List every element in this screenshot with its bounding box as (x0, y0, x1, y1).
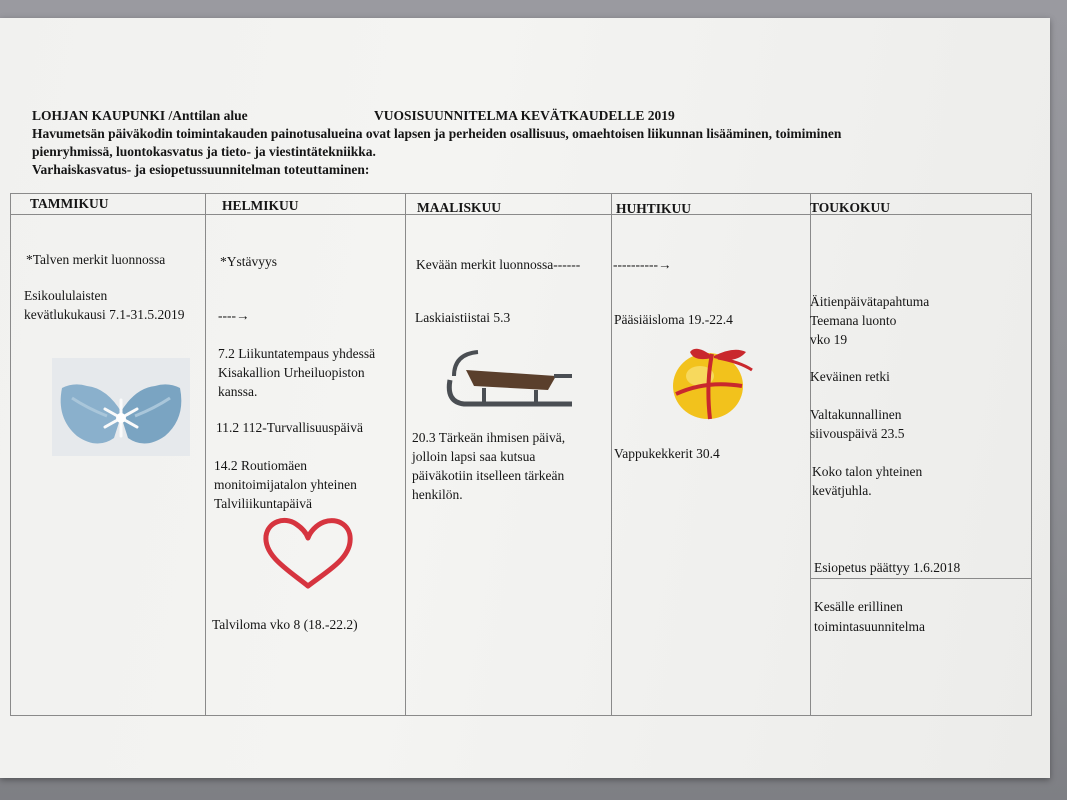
toukokuu-item-6b: toimintasuunnitelma (814, 619, 925, 634)
table-top-border (10, 193, 1032, 194)
helmikuu-item-4c: Talviliikuntapäivä (214, 496, 313, 511)
toukokuu-item-3a: Valtakunnallinen (810, 407, 902, 422)
column-border-2 (405, 193, 406, 715)
table-bottom-border (10, 715, 1032, 716)
header-maaliskuu: MAALISKUU (417, 200, 502, 215)
toukokuu-item-1c: vko 19 (810, 332, 848, 347)
maaliskuu-item-1: Kevään merkit luonnossa------ (416, 257, 581, 272)
helmikuu-item-4a: 14.2 Routiomäen (214, 458, 307, 473)
toukokuu-item-1a: Äitienpäivätapahtuma (810, 294, 930, 309)
helmikuu-item-5: Talviloma vko 8 (18.-22.2) (212, 617, 358, 632)
intro-line-2: pienryhmissä, luontokasvatus ja tieto- ja viestintätekniikka. (32, 144, 376, 159)
tammikuu-item-2a: Esikoululaisten (24, 288, 108, 303)
header-tammikuu: TAMMIKUU (30, 196, 109, 211)
toukokuu-item-2: Keväinen retki (810, 369, 890, 384)
org-name: LOHJAN KAUPUNKI /Anttilan alue (32, 108, 248, 123)
header-helmikuu: HELMIKUU (222, 198, 299, 213)
helmikuu-item-2c: kanssa. (218, 384, 258, 399)
intro-line-1: Havumetsän päiväkodin toimintakauden painotusalueina ovat lapsen ja perheiden osallisuus, omaehtoisen liikunnan lisääminen, toimiminen (32, 126, 842, 141)
tammikuu-item-1: *Talven merkit luonnossa (26, 252, 166, 267)
toukokuu-row-divider (810, 578, 1031, 579)
column-border-1 (205, 193, 206, 715)
helmikuu-item-4b: monitoimijatalon yhteinen (214, 477, 357, 492)
toukokuu-item-1b: Teemana luonto (810, 313, 897, 328)
helmikuu-item-2a: 7.2 Liikuntatempaus yhdessä (218, 346, 376, 361)
header-toukokuu: TOUKOKUU (810, 200, 891, 215)
column-border-3 (611, 193, 612, 715)
helmikuu-item-3: 11.2 112-Turvallisuuspäivä (216, 420, 363, 435)
huhtikuu-item-1: ----------→ (613, 257, 672, 272)
maaliskuu-item-3b: jolloin lapsi saa kutsua (412, 449, 536, 464)
helmikuu-item-1: *Ystävyys (220, 254, 277, 269)
maaliskuu-item-3a: 20.3 Tärkeän ihmisen päivä, (412, 430, 566, 445)
document-page (0, 18, 1050, 778)
maaliskuu-item-2: Laskiaistiistai 5.3 (415, 310, 511, 325)
sled-icon (444, 346, 576, 412)
column-border-0 (10, 193, 11, 715)
easter-egg-icon (666, 344, 756, 422)
column-border-5 (1031, 193, 1032, 715)
tammikuu-item-2b: kevätlukukausi 7.1-31.5.2019 (24, 307, 185, 322)
helmikuu-arrow: ----→ (218, 308, 250, 323)
maaliskuu-item-3d: henkilön. (412, 487, 463, 502)
column-border-4 (810, 193, 811, 715)
toukokuu-item-6a: Kesälle erillinen (814, 599, 903, 614)
maaliskuu-item-3c: päiväkotiin itselleen tärkeän (412, 468, 565, 483)
document-title: VUOSISUUNNITELMA KEVÄTKAUDELLE 2019 (374, 108, 675, 123)
toukokuu-item-3b: siivouspäivä 23.5 (810, 426, 905, 441)
huhtikuu-item-3: Vappukekkerit 30.4 (614, 446, 720, 461)
heart-icon (258, 512, 358, 592)
mittens-snowflake-icon (52, 358, 190, 456)
toukokuu-item-5: Esiopetus päättyy 1.6.2018 (814, 560, 961, 575)
header-huhtikuu: HUHTIKUU (616, 201, 692, 216)
huhtikuu-item-2: Pääsiäisloma 19.-22.4 (614, 312, 733, 327)
toukokuu-item-4b: kevätjuhla. (812, 483, 872, 498)
toukokuu-item-4a: Koko talon yhteinen (812, 464, 923, 479)
intro-line-3: Varhaiskasvatus- ja esiopetussuunnitelman toteuttaminen: (32, 162, 370, 177)
helmikuu-item-2b: Kisakallion Urheiluopiston (218, 365, 365, 380)
